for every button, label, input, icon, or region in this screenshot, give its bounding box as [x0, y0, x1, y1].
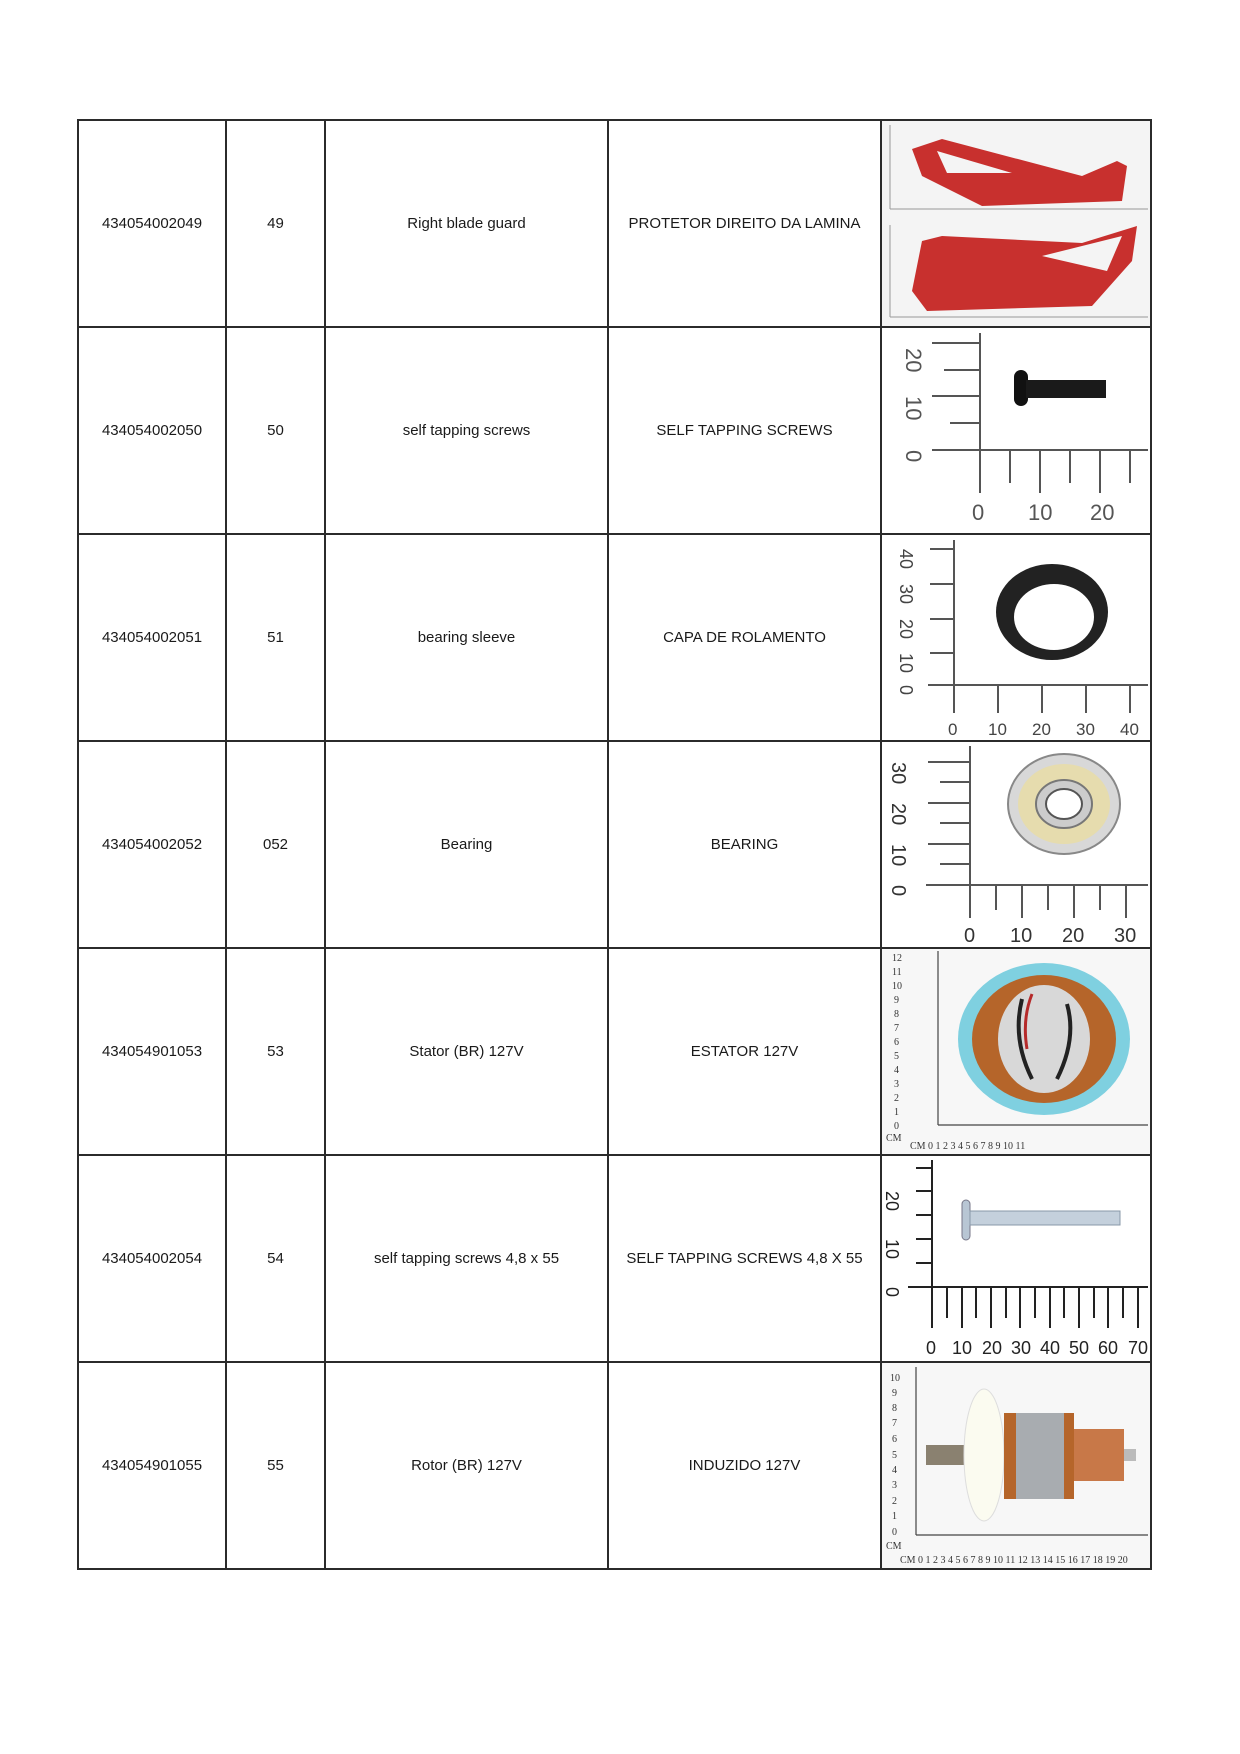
svg-text:40: 40 — [1040, 1338, 1061, 1358]
svg-text:CM 0 1 2 3 4 5 6 7 8: CM 0 1 2 3 4 5 6 7 8 9 10 11 — [910, 1141, 1026, 1152]
svg-text:5: 5 — [892, 1450, 897, 1461]
description-pt: INDUZIDO 127V — [608, 1362, 881, 1569]
part-position: 53 — [226, 948, 325, 1155]
svg-text:20: 20 — [882, 1191, 902, 1212]
part-code: 434054901053 — [78, 948, 226, 1155]
svg-text:0: 0 — [892, 1527, 897, 1538]
part-image-cell — [881, 1155, 1151, 1362]
description-en: Stator (BR) 127V — [325, 948, 608, 1155]
svg-text:8: 8 — [892, 1403, 897, 1414]
svg-text:0: 0 — [896, 685, 916, 696]
part-code: 434054002054 — [78, 1155, 226, 1362]
part-image-cell — [881, 534, 1151, 741]
description-en: self tapping screws 4,8 x 55 — [325, 1155, 608, 1362]
svg-text:0: 0 — [887, 885, 909, 897]
svg-text:70: 70 — [1128, 1338, 1149, 1358]
part-code: 434054002051 — [78, 534, 226, 741]
svg-text:30: 30 — [1011, 1338, 1032, 1358]
description-pt: SELF TAPPING SCREWS 4,8 X 55 — [608, 1155, 881, 1362]
part-code: 434054002049 — [78, 120, 226, 327]
description-en: self tapping screws — [325, 327, 608, 534]
svg-text:7: 7 — [892, 1418, 897, 1429]
part-image-cell — [881, 327, 1151, 534]
svg-text:40: 40 — [896, 549, 916, 570]
svg-text:CM: CM — [886, 1133, 902, 1144]
ball-bearing-photo — [882, 742, 1150, 947]
table-row — [78, 534, 1151, 741]
svg-text:9: 9 — [892, 1388, 897, 1399]
black-screw-photo — [882, 328, 1150, 533]
svg-text:4: 4 — [892, 1465, 897, 1476]
svg-text:3: 3 — [892, 1480, 897, 1491]
svg-text:30: 30 — [1076, 720, 1095, 739]
part-image-cell — [881, 948, 1151, 1155]
rotor-photo — [882, 1363, 1150, 1568]
part-image-cell — [881, 1362, 1151, 1569]
table-row — [78, 327, 1151, 534]
svg-text:20: 20 — [1062, 925, 1085, 947]
red-blade-guard-photo — [882, 121, 1150, 326]
svg-text:0: 0 — [964, 925, 976, 947]
table-row — [78, 741, 1151, 948]
svg-text:0: 0 — [882, 1287, 902, 1298]
part-image-cell — [881, 741, 1151, 948]
part-image-cell — [881, 120, 1151, 327]
svg-text:2: 2 — [892, 1496, 897, 1507]
svg-text:0: 0 — [972, 500, 985, 525]
description-en: Right blade guard — [325, 120, 608, 327]
part-position: 50 — [226, 327, 325, 534]
svg-text:CM: CM — [886, 1541, 902, 1552]
svg-text:0: 0 — [901, 450, 926, 463]
stator-photo — [882, 949, 1150, 1154]
svg-text:2: 2 — [894, 1093, 899, 1104]
svg-text:5: 5 — [894, 1051, 899, 1062]
svg-text:10: 10 — [887, 844, 909, 867]
svg-text:6: 6 — [894, 1037, 899, 1048]
svg-text:10: 10 — [952, 1338, 973, 1358]
svg-text:1: 1 — [894, 1107, 899, 1118]
part-position: 49 — [226, 120, 325, 327]
svg-text:9: 9 — [894, 995, 899, 1006]
svg-text:60: 60 — [1098, 1338, 1119, 1358]
part-position: 55 — [226, 1362, 325, 1569]
svg-text:CM 0 1 2 3 4 5 6 7 8 9 10 11 1: CM 0 1 2 3 4 5 6 7 8 9 10 11 12 13 14 15 16 17 18 19 20 — [900, 1555, 1128, 1566]
part-position: 51 — [226, 534, 325, 741]
svg-text:50: 50 — [1069, 1338, 1090, 1358]
svg-text:20: 20 — [887, 803, 909, 826]
svg-text:20: 20 — [982, 1338, 1003, 1358]
svg-text:10: 10 — [1028, 500, 1053, 525]
svg-text:3: 3 — [894, 1079, 899, 1090]
svg-text:10: 10 — [882, 1239, 902, 1260]
part-code: 434054002050 — [78, 327, 226, 534]
svg-text:30: 30 — [1114, 925, 1137, 947]
description-en: Rotor (BR) 127V — [325, 1362, 608, 1569]
svg-text:10: 10 — [901, 396, 926, 421]
svg-text:11: 11 — [892, 967, 902, 978]
description-en: Bearing — [325, 741, 608, 948]
svg-text:20: 20 — [1090, 500, 1115, 525]
svg-text:7: 7 — [894, 1023, 899, 1034]
svg-text:10: 10 — [890, 1373, 900, 1384]
table-row — [78, 948, 1151, 1155]
svg-text:0: 0 — [926, 1338, 937, 1358]
svg-text:10: 10 — [896, 653, 916, 674]
svg-text:6: 6 — [892, 1434, 897, 1445]
svg-text:0: 0 — [894, 1121, 899, 1132]
svg-text:4: 4 — [894, 1065, 899, 1076]
svg-text:10: 10 — [988, 720, 1007, 739]
part-position: 052 — [226, 741, 325, 948]
description-en: bearing sleeve — [325, 534, 608, 741]
description-pt: ESTATOR 127V — [608, 948, 881, 1155]
parts-table — [77, 119, 1152, 1570]
svg-text:8: 8 — [894, 1009, 899, 1020]
svg-text:10: 10 — [1010, 925, 1033, 947]
part-code: 434054002052 — [78, 741, 226, 948]
svg-text:0: 0 — [948, 720, 958, 739]
part-position: 54 — [226, 1155, 325, 1362]
svg-text:30: 30 — [887, 762, 909, 785]
description-pt: CAPA DE ROLAMENTO — [608, 534, 881, 741]
svg-text:20: 20 — [901, 348, 926, 373]
table-row — [78, 1362, 1151, 1569]
part-code: 434054901055 — [78, 1362, 226, 1569]
svg-text:12: 12 — [892, 953, 902, 964]
svg-text:1: 1 — [892, 1511, 897, 1522]
long-screw-photo — [882, 1156, 1150, 1361]
svg-text:10: 10 — [892, 981, 902, 992]
svg-text:30: 30 — [896, 584, 916, 605]
svg-text:40: 40 — [1120, 720, 1139, 739]
svg-text:20: 20 — [1032, 720, 1051, 739]
description-pt: SELF TAPPING SCREWS — [608, 327, 881, 534]
table-row — [78, 1155, 1151, 1362]
description-pt: BEARING — [608, 741, 881, 948]
table-row — [78, 120, 1151, 327]
description-pt: PROTETOR DIREITO DA LAMINA — [608, 120, 881, 327]
bearing-sleeve-photo — [882, 535, 1150, 740]
svg-text:20: 20 — [896, 619, 916, 640]
